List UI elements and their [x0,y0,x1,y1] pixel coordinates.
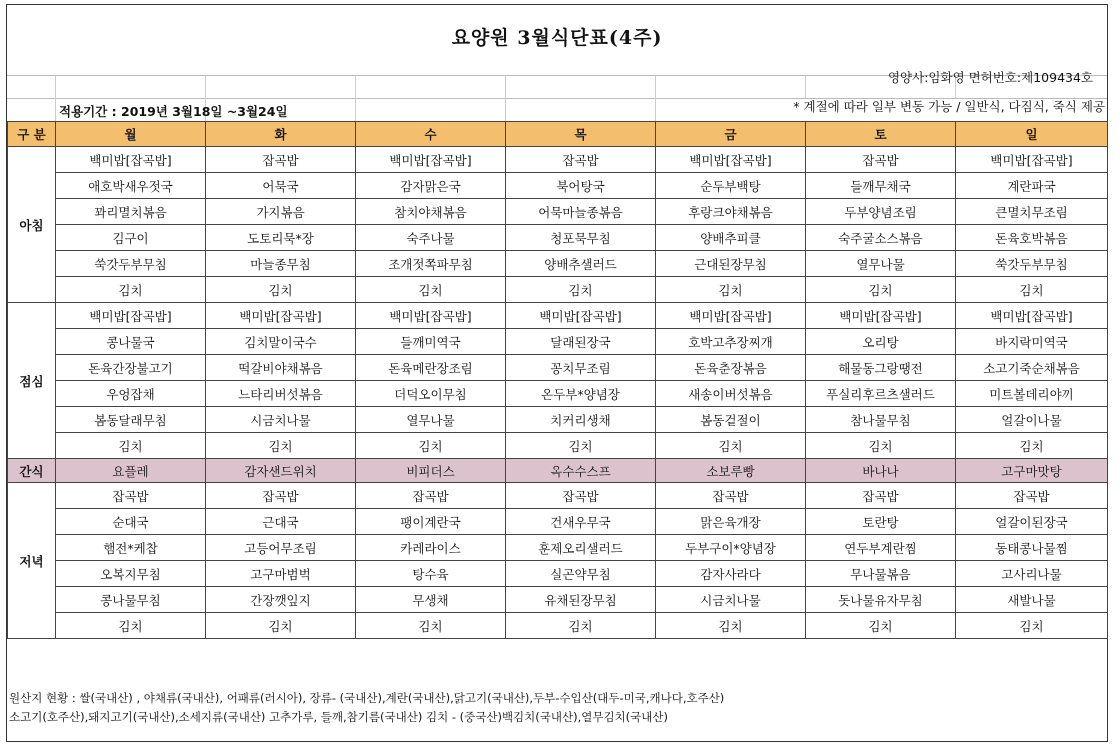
menu-cell: 백미밥[잡곡밥] [956,303,1108,329]
menu-cell: 돈육춘장볶음 [656,355,806,381]
menu-cell: 청포묵무침 [506,225,656,251]
menu-cell: 고구마범벅 [206,561,356,587]
meal-label: 점심 [8,303,56,459]
header-thu: 목 [506,122,656,147]
header-row [8,122,1108,147]
snack-cell: 비피더스 [356,459,506,483]
menu-cell: 두부양념조림 [806,199,956,225]
menu-cell: 도토리묵*장 [206,225,356,251]
menu-cell: 김치 [506,433,656,459]
menu-cell: 순대국 [56,509,206,535]
menu-cell: 김치 [956,277,1108,303]
menu-cell: 우엉잡채 [56,381,206,407]
menu-cell: 양배추피클 [656,225,806,251]
menu-cell: 들깨무채국 [806,173,956,199]
meal-label: 저녁 [8,483,56,639]
menu-cell: 김치 [356,613,506,639]
menu-cell: 얼갈이된장국 [956,509,1108,535]
menu-cell: 열무나물 [806,251,956,277]
snack-cell: 감자샌드위치 [206,459,356,483]
menu-cell: 잡곡밥 [806,483,956,509]
menu-cell: 가지볶음 [206,199,356,225]
menu-cell: 시금치나물 [206,407,356,433]
menu-cell: 애호박새우젓국 [56,173,206,199]
menu-cell: 봄동달래무침 [56,407,206,433]
menu-cell: 봄동겉절이 [656,407,806,433]
menu-cell: 양배추샐러드 [506,251,656,277]
menu-cell: 김치 [656,433,806,459]
header-sat: 토 [806,122,956,147]
table-row [8,561,1108,587]
menu-cell: 미트볼데리야끼 [956,381,1108,407]
menu-cell: 푸실리후르츠샐러드 [806,381,956,407]
table-row [8,303,1108,329]
menu-cell: 치커리생채 [506,407,656,433]
menu-cell: 탕수육 [356,561,506,587]
menu-cell: 참나물무침 [806,407,956,433]
menu-cell: 돈육메란장조림 [356,355,506,381]
table-row [8,587,1108,613]
menu-cell: 김치 [956,613,1108,639]
menu-cell: 김치 [506,277,656,303]
table-row [8,277,1108,303]
menu-cell: 김치 [656,613,806,639]
menu-cell: 동태콩나물찜 [956,535,1108,561]
menu-cell: 감자사라다 [656,561,806,587]
menu-cell: 팽이계란국 [356,509,506,535]
menu-cell: 실곤약무침 [506,561,656,587]
menu-cell: 김치 [806,613,956,639]
menu-cell: 김치 [356,277,506,303]
menu-cell: 무생채 [356,587,506,613]
menu-cell: 백미밥[잡곡밥] [656,303,806,329]
page-title: 요양원 3월식단표(4주) [451,27,663,49]
menu-cell: 김치 [206,433,356,459]
menu-cell: 돗나물유자무침 [806,587,956,613]
menu-cell: 백미밥[잡곡밥] [956,147,1108,173]
menu-cell: 들깨미역국 [356,329,506,355]
table-row [8,355,1108,381]
menu-cell: 마늘종무침 [206,251,356,277]
menu-cell: 호박고추장찌개 [656,329,806,355]
header-category: 구 분 [8,122,56,147]
menu-cell: 백미밥[잡곡밥] [806,303,956,329]
table-row [8,407,1108,433]
menu-cell: 열무나물 [356,407,506,433]
table-row [8,483,1108,509]
menu-cell: 김치 [806,277,956,303]
menu-cell: 백미밥[잡곡밥] [356,303,506,329]
grid-line [505,75,506,121]
menu-cell: 떡갈비야채볶음 [206,355,356,381]
menu-cell: 김치 [206,613,356,639]
snack-row [8,459,1108,483]
table-row [8,199,1108,225]
header-fri: 금 [656,122,806,147]
menu-cell: 새발나물 [956,587,1108,613]
menu-cell: 감자맑은국 [356,173,506,199]
menu-sheet [6,4,1108,742]
menu-cell: 순두부백탕 [656,173,806,199]
menu-cell: 달래된장국 [506,329,656,355]
menu-cell: 꽁치무조림 [506,355,656,381]
menu-cell: 돈육호박볶음 [956,225,1108,251]
menu-cell: 고사리나물 [956,561,1108,587]
grid-line [805,75,806,98]
menu-cell: 조개젓쪽파무침 [356,251,506,277]
menu-cell: 어묵마늘종볶음 [506,199,656,225]
menu-cell: 돈육간장불고기 [56,355,206,381]
menu-cell: 잡곡밥 [656,483,806,509]
menu-cell: 어묵국 [206,173,356,199]
menu-cell: 잡곡밥 [206,147,356,173]
table-row [8,535,1108,561]
menu-cell: 쑥갓두부무침 [956,251,1108,277]
table-row [8,251,1108,277]
menu-cell: 더덕오이무침 [356,381,506,407]
snack-cell: 바나나 [806,459,956,483]
meal-label: 아침 [8,147,56,303]
menu-cell: 근대국 [206,509,356,535]
menu-cell: 잡곡밥 [806,147,956,173]
table-row [8,225,1108,251]
menu-cell: 김치말이국수 [206,329,356,355]
menu-cell: 얼갈이나물 [956,407,1108,433]
menu-cell: 잡곡밥 [956,483,1108,509]
menu-cell: 계란파국 [956,173,1108,199]
origin-info [9,689,724,727]
menu-cell: 콩나물무침 [56,587,206,613]
menu-cell: 백미밥[잡곡밥] [506,303,656,329]
meal-label: 간식 [8,459,56,483]
menu-cell: 근대된장무침 [656,251,806,277]
table-row [8,173,1108,199]
menu-cell: 잡곡밥 [356,483,506,509]
snack-cell: 소보루빵 [656,459,806,483]
menu-cell: 새송이버섯볶음 [656,381,806,407]
menu-note: * 계절에 따라 일부 변동 가능 / 일반식, 다짐식, 죽식 제공 [793,99,1105,114]
menu-cell: 김치 [656,277,806,303]
menu-cell: 고등어무조림 [206,535,356,561]
table-row [8,613,1108,639]
menu-cell: 연두부계란찜 [806,535,956,561]
origin-line: 소고기(호주산),돼지고기(국내산),소세지류(국내산) 고추가루, 들깨,참기름(국내산) 김치 - (중국산)백김치(국내산),열무김치(국내산) [9,710,668,724]
menu-cell: 잡곡밥 [206,483,356,509]
menu-cell: 김치 [56,433,206,459]
header-mon: 월 [56,122,206,147]
menu-cell: 김치 [206,277,356,303]
menu-cell: 김치 [56,613,206,639]
header-wed: 수 [356,122,506,147]
menu-cell: 시금치나물 [656,587,806,613]
menu-cell: 후랑크야채볶음 [656,199,806,225]
menu-body [8,147,1108,639]
menu-cell: 김치 [956,433,1108,459]
menu-cell: 잡곡밥 [506,147,656,173]
menu-cell: 느타리버섯볶음 [206,381,356,407]
table-row [8,329,1108,355]
menu-cell: 바지락미역국 [956,329,1108,355]
menu-cell: 소고기죽순채볶음 [956,355,1108,381]
dietitian-info: 영양사:임화영 면허번호:제109434호 [887,70,1093,85]
menu-cell: 두부구이*양념장 [656,535,806,561]
origin-line: 원산지 현황 : 쌀(국내산) , 야채류(국내산), 어패류(러시아), 장류- (국내산),계란(국내산),닭고기(국내산),두부-수입산(대두-미국,캐나다,호주산) [9,691,725,705]
menu-cell: 잡곡밥 [506,483,656,509]
menu-cell: 백미밥[잡곡밥] [206,303,356,329]
table-row [8,433,1108,459]
menu-cell: 김치 [506,613,656,639]
menu-cell: 백미밥[잡곡밥] [56,147,206,173]
grid-line [55,75,56,121]
header-tue: 화 [206,122,356,147]
menu-cell: 카레라이스 [356,535,506,561]
menu-cell: 맑은육개장 [656,509,806,535]
menu-cell: 숙주나물 [356,225,506,251]
menu-cell: 간장깻잎지 [206,587,356,613]
application-period: 적용기간 : 2019년 3월18일 ~3월24일 [59,104,288,119]
menu-cell: 김구이 [56,225,206,251]
menu-cell: 숙주굴소스볶음 [806,225,956,251]
menu-cell: 쑥갓두부무침 [56,251,206,277]
menu-cell: 김치 [56,277,206,303]
menu-cell: 참치야채볶음 [356,199,506,225]
grid-line [355,75,356,121]
menu-cell: 큰멸치무조림 [956,199,1108,225]
menu-cell: 잡곡밥 [56,483,206,509]
menu-cell: 김치 [356,433,506,459]
menu-cell: 유채된장무침 [506,587,656,613]
menu-cell: 오복지무침 [56,561,206,587]
table-row [8,147,1108,173]
table-row [8,381,1108,407]
menu-cell: 무나물볶음 [806,561,956,587]
menu-cell: 오리탕 [806,329,956,355]
menu-cell: 토란탕 [806,509,956,535]
snack-cell: 고구마맛탕 [956,459,1108,483]
menu-cell: 북어탕국 [506,173,656,199]
menu-cell: 햄전*케찹 [56,535,206,561]
menu-cell: 콩나물국 [56,329,206,355]
menu-cell: 해물동그랑땡전 [806,355,956,381]
menu-cell: 온두부*양념장 [506,381,656,407]
weekly-menu-table [7,121,1108,639]
menu-cell: 꽈리멸치볶음 [56,199,206,225]
menu-cell: 건새우무국 [506,509,656,535]
menu-cell: 김치 [806,433,956,459]
table-row [8,509,1108,535]
grid-line [655,75,656,121]
menu-cell: 백미밥[잡곡밥] [656,147,806,173]
menu-cell: 백미밥[잡곡밥] [56,303,206,329]
menu-cell: 백미밥[잡곡밥] [356,147,506,173]
snack-cell: 요플레 [56,459,206,483]
snack-cell: 옥수수스프 [506,459,656,483]
menu-cell: 훈제오리샐러드 [506,535,656,561]
header-sun: 일 [956,122,1108,147]
